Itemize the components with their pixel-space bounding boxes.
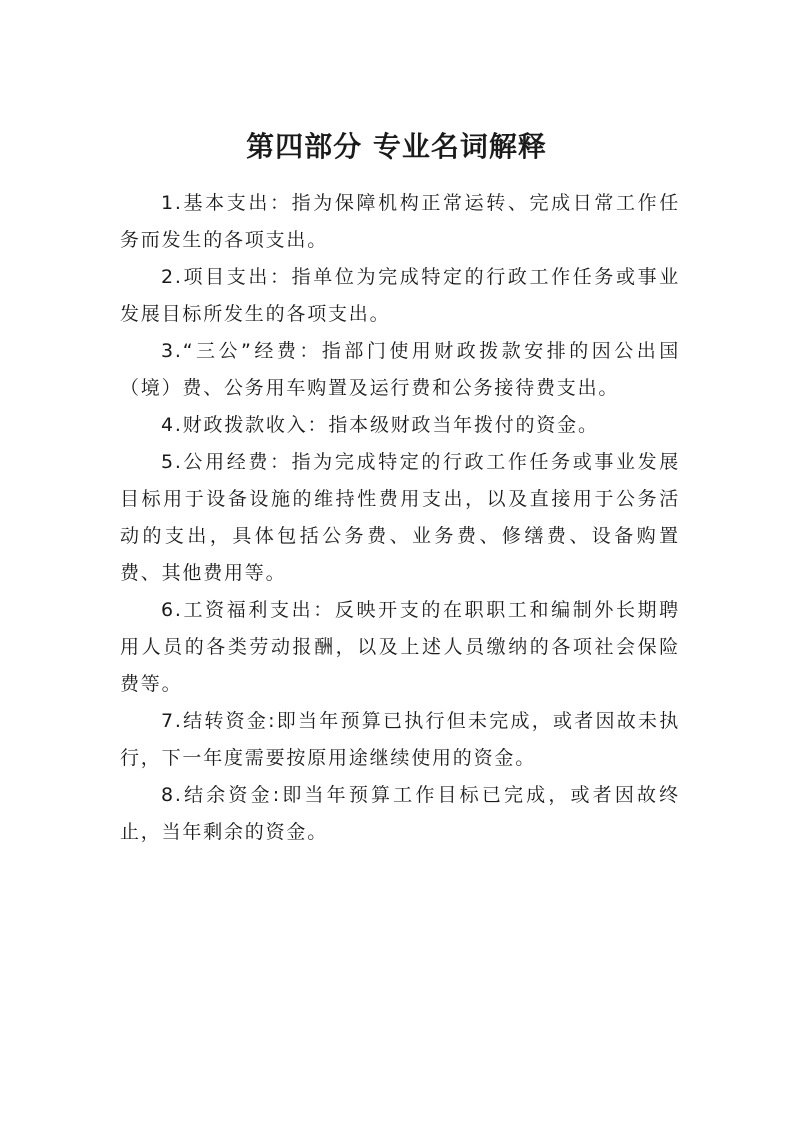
definition-salary-welfare bbox=[120, 592, 680, 703]
definition-three-public-funds bbox=[120, 333, 680, 407]
definition-fiscal-appropriation-income bbox=[120, 407, 680, 444]
definition-text: 即当年预算已执行但未完成，或者因故未执行，下一年度需要按原用途继续使用的资金。 bbox=[120, 710, 680, 769]
definitions-list bbox=[120, 185, 680, 851]
definition-term: 7.结转资金: bbox=[161, 710, 277, 732]
definition-surplus-funds bbox=[120, 777, 680, 851]
definition-term: 3.“三公”经费： bbox=[161, 340, 322, 362]
definition-text: 指本级财政当年拨付的资金。 bbox=[328, 414, 599, 436]
definition-project-expenditure bbox=[120, 259, 680, 333]
definition-text: 指为保障机构正常运转、完成日常工作任务而发生的各项支出。 bbox=[120, 192, 680, 251]
definition-carryover-funds bbox=[120, 703, 680, 777]
definition-text: 反映开支的在职职工和编制外长期聘用人员的各类劳动报酬，以及上述人员缴纳的各项社会保险费等。 bbox=[120, 599, 680, 695]
definition-term: 4.财政拨款收入： bbox=[161, 414, 329, 436]
definition-basic-expenditure bbox=[120, 185, 680, 259]
definition-text: 指部门使用财政拨款安排的因公出国（境）费、公务用车购置及运行费和公务接待费支出。 bbox=[120, 340, 680, 399]
definition-text: 即当年预算工作目标已完成，或者因故终止，当年剩余的资金。 bbox=[120, 784, 680, 843]
definition-text: 指为完成特定的行政工作任务或事业发展目标用于设备设施的维持性费用支出，以及直接用于公务活动的支出，具体包括公务费、业务费、修缮费、设备购置费、其他费用等。 bbox=[120, 451, 680, 584]
definition-text: 指单位为完成特定的行政工作任务或事业发展目标所发生的各项支出。 bbox=[120, 266, 680, 325]
definition-public-funds bbox=[120, 444, 680, 592]
definition-term: 6.工资福利支出： bbox=[161, 599, 335, 621]
definition-term: 2.项目支出： bbox=[161, 266, 292, 288]
definition-term: 8.结余资金: bbox=[161, 784, 281, 806]
page-title: 第四部分 专业名词解释 bbox=[246, 130, 547, 163]
definition-term: 5.公用经费： bbox=[161, 451, 292, 473]
definition-term: 1.基本支出： bbox=[161, 192, 292, 214]
